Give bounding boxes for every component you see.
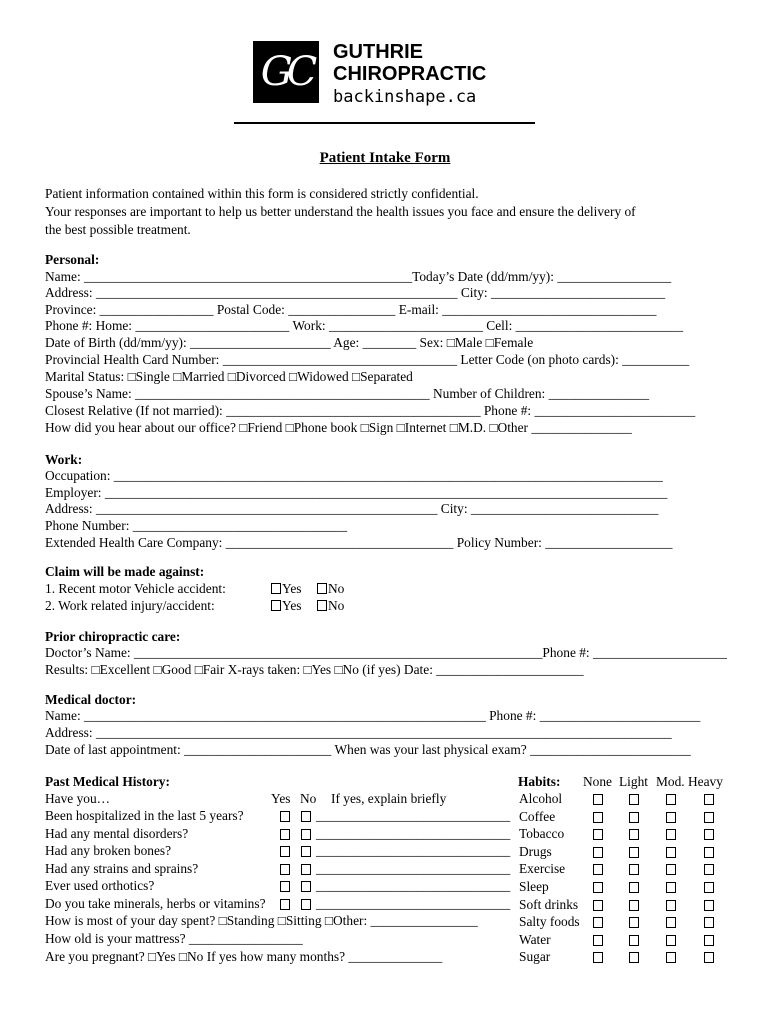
habit-checkbox-mod[interactable] [666, 812, 676, 823]
logo-monogram: GC [253, 41, 319, 103]
habit-label: Exercise [519, 861, 566, 877]
personal-health-card-field[interactable]: Provincial Health Card Number: ___________________________________ Letter Code (on photo cards): __________ [45, 352, 690, 367]
habit-checkbox-none[interactable] [593, 847, 603, 858]
habit-checkbox-none[interactable] [593, 864, 603, 875]
habit-checkbox-mod[interactable] [666, 900, 676, 911]
history-yes-checkbox[interactable] [280, 899, 290, 910]
history-yes-checkbox[interactable] [280, 881, 290, 892]
intro-line-2: Your responses are important to help us better understand the health issues you face and ensure the delivery of [45, 204, 636, 219]
history-yes-checkbox[interactable] [280, 811, 290, 822]
habit-checkbox-heavy[interactable] [704, 935, 714, 946]
habits-heading: Habits: [518, 774, 561, 789]
work-phone-field[interactable]: Phone Number: ________________________________ [45, 518, 348, 533]
personal-relative-field[interactable]: Closest Relative (If not married): ______________________________________ Phone #: ________________________ [45, 403, 696, 418]
history-no-checkbox[interactable] [301, 811, 311, 822]
habit-checkbox-none[interactable] [593, 900, 603, 911]
checkbox-icon [317, 600, 327, 611]
history-explain-field[interactable]: _____________________________ [316, 843, 511, 858]
history-yes-checkbox[interactable] [280, 864, 290, 875]
form-title: Patient Intake Form [319, 150, 451, 166]
medical-name-field[interactable]: Name: ____________________________________________________________ Phone #: ________________________ [45, 708, 701, 723]
habit-checkbox-light[interactable] [629, 935, 639, 946]
habit-checkbox-mod[interactable] [666, 847, 676, 858]
habit-checkbox-heavy[interactable] [704, 864, 714, 875]
habits-col-light: Light [619, 774, 649, 789]
personal-heading: Personal: [45, 252, 100, 267]
habit-checkbox-none[interactable] [593, 794, 603, 805]
habit-checkbox-light[interactable] [629, 812, 639, 823]
habit-label: Soft drinks [519, 896, 579, 912]
medical-address-field[interactable]: Address: ______________________________________________________________________________________ [45, 725, 672, 740]
habit-checkbox-none[interactable] [593, 812, 603, 823]
work-employer-field[interactable]: Employer: ____________________________________________________________________________________ [45, 485, 668, 500]
habit-checkbox-heavy[interactable] [704, 882, 714, 893]
logo-line2: CHIROPRACTIC [333, 63, 487, 85]
habit-checkbox-mod[interactable] [666, 917, 676, 928]
claim-heading: Claim will be made against: [45, 564, 205, 579]
checkbox-icon [271, 583, 281, 594]
history-question: Been hospitalized in the last 5 years? [45, 808, 244, 823]
intro-line-1: Patient information contained within this form is considered strictly confidential. [45, 186, 479, 201]
habits-col-mod: Mod. [656, 774, 685, 789]
checkbox-icon [271, 600, 281, 611]
habit-checkbox-light[interactable] [629, 917, 639, 928]
history-question: Had any broken bones? [45, 843, 172, 858]
habit-checkbox-heavy[interactable] [704, 917, 714, 928]
habit-checkbox-light[interactable] [629, 952, 639, 963]
prior-heading: Prior chiropractic care: [45, 629, 181, 644]
history-question: Do you take minerals, herbs or vitamins? [45, 896, 266, 911]
habit-checkbox-light[interactable] [629, 882, 639, 893]
habit-checkbox-light[interactable] [629, 794, 639, 805]
history-yes-checkbox[interactable] [280, 846, 290, 857]
history-no-checkbox[interactable] [301, 864, 311, 875]
habit-checkbox-heavy[interactable] [704, 900, 714, 911]
history-no-col: No [300, 791, 317, 806]
habit-checkbox-mod[interactable] [666, 864, 676, 875]
habit-checkbox-mod[interactable] [666, 952, 676, 963]
habit-label: Alcohol [519, 791, 563, 806]
habits-col-none: None [583, 774, 613, 789]
habit-checkbox-light[interactable] [629, 829, 639, 840]
checkbox-icon [317, 583, 327, 594]
logo-url: backinshape.ca [333, 87, 477, 107]
habit-checkbox-light[interactable] [629, 847, 639, 858]
claim-item-label: 1. Recent motor Vehicle accident: [45, 581, 226, 596]
history-question: Had any mental disorders? [45, 826, 189, 841]
personal-referral-field[interactable]: How did you hear about our office? □Friend □Phone book □Sign □Internet □M.D. □Other _______________ [45, 420, 632, 435]
habit-label: Sleep [519, 879, 549, 894]
personal-phone-field[interactable]: Phone #: Home: _______________________ Work: _______________________ Cell: _________________________ [45, 318, 684, 333]
history-heading: Past Medical History: [45, 774, 170, 789]
habit-checkbox-none[interactable] [593, 882, 603, 893]
history-yes-checkbox[interactable] [280, 829, 290, 840]
header-divider [234, 122, 535, 124]
habit-checkbox-none[interactable] [593, 952, 603, 963]
history-no-checkbox[interactable] [301, 881, 311, 892]
medical-appointment-field[interactable]: Date of last appointment: ______________________ When was your last physical exam? ________________________ [45, 742, 691, 757]
prior-results-field[interactable]: Results: □Excellent □Good □Fair X-rays taken: □Yes □No (if yes) Date: ______________________ [45, 662, 584, 677]
personal-spouse-field[interactable]: Spouse’s Name: ____________________________________________ Number of Children: _______________ [45, 386, 650, 401]
history-yes-col: Yes [271, 791, 291, 806]
history-explain-field[interactable]: _____________________________ [316, 826, 511, 841]
personal-dob-field[interactable]: Date of Birth (dd/mm/yy): _____________________ Age: ________ Sex: □Male □Female [45, 335, 534, 350]
work-insurance-field[interactable]: Extended Health Care Company: __________________________________ Policy Number: ___________________ [45, 535, 673, 550]
history-mattress[interactable]: How old is your mattress? _________________ [45, 931, 303, 946]
intro-line-3: the best possible treatment. [45, 222, 191, 237]
history-no-checkbox[interactable] [301, 846, 311, 857]
work-address-field[interactable]: Address: ___________________________________________________ City: ____________________________ [45, 501, 659, 516]
work-occupation-field[interactable]: Occupation: __________________________________________________________________________________ [45, 468, 663, 483]
claim-2-yes[interactable]: Yes [271, 597, 301, 614]
habit-label: Sugar [519, 949, 551, 965]
prior-doctor-field[interactable]: Doctor’s Name: _____________________________________________________________Phone #: ____________________ [45, 645, 727, 660]
habit-label: Coffee [519, 808, 556, 824]
habit-checkbox-none[interactable] [593, 917, 603, 928]
history-question: Ever used orthotics? [45, 878, 155, 893]
history-have-you: Have you… [45, 791, 111, 806]
history-no-checkbox[interactable] [301, 829, 311, 840]
habit-label: Water [519, 931, 551, 947]
habit-checkbox-heavy[interactable] [704, 829, 714, 840]
history-explain-field[interactable]: _____________________________ [316, 896, 511, 911]
logo-line1: GUTHRIE [333, 41, 423, 63]
habit-checkbox-heavy[interactable] [704, 847, 714, 858]
habit-checkbox-mod[interactable] [666, 882, 676, 893]
habit-label: Tobacco [519, 826, 565, 842]
medical-heading: Medical doctor: [45, 692, 137, 707]
claim-2-no[interactable]: No [317, 597, 344, 614]
personal-name-field[interactable]: Name: _________________________________________________Today’s Date (dd/mm/yy): _________________ [45, 269, 672, 284]
habit-checkbox-none[interactable] [593, 935, 603, 946]
habit-checkbox-heavy[interactable] [704, 812, 714, 823]
claim-item-label: 2. Work related injury/accident: [45, 598, 215, 613]
personal-province-field[interactable]: Province: _________________ Postal Code: ________________ E-mail: ________________________________ [45, 302, 657, 317]
work-heading: Work: [45, 452, 83, 467]
history-question: Had any strains and sprains? [45, 861, 199, 876]
habit-checkbox-mod[interactable] [666, 935, 676, 946]
habit-label: Drugs [519, 843, 552, 859]
history-explain-col: If yes, explain briefly [331, 791, 447, 806]
habit-checkbox-none[interactable] [593, 829, 603, 840]
history-no-checkbox[interactable] [301, 899, 311, 910]
history-day-spent[interactable]: How is most of your day spent? □Standing □Sitting □Other: ________________ [45, 913, 478, 928]
history-pregnant[interactable]: Are you pregnant? □Yes □No If yes how many months? ______________ [45, 949, 443, 964]
habit-label: Salty foods [519, 914, 580, 930]
habit-checkbox-heavy[interactable] [704, 794, 714, 805]
claim-1-yes[interactable]: Yes [271, 580, 301, 597]
history-explain-field[interactable]: _____________________________ [316, 878, 511, 893]
habit-checkbox-mod[interactable] [666, 829, 676, 840]
claim-1-no[interactable]: No [317, 580, 344, 597]
habits-col-heavy: Heavy [688, 774, 723, 789]
habit-checkbox-light[interactable] [629, 900, 639, 911]
personal-address-field[interactable]: Address: ______________________________________________________ City: __________________________ [45, 285, 666, 300]
habit-checkbox-light[interactable] [629, 864, 639, 875]
history-explain-field[interactable]: _____________________________ [316, 808, 511, 823]
habit-checkbox-heavy[interactable] [704, 952, 714, 963]
personal-marital-status[interactable]: Marital Status: □Single □Married □Divorced □Widowed □Separated [45, 369, 413, 384]
habit-checkbox-mod[interactable] [666, 794, 676, 805]
history-explain-field[interactable]: _____________________________ [316, 861, 511, 876]
